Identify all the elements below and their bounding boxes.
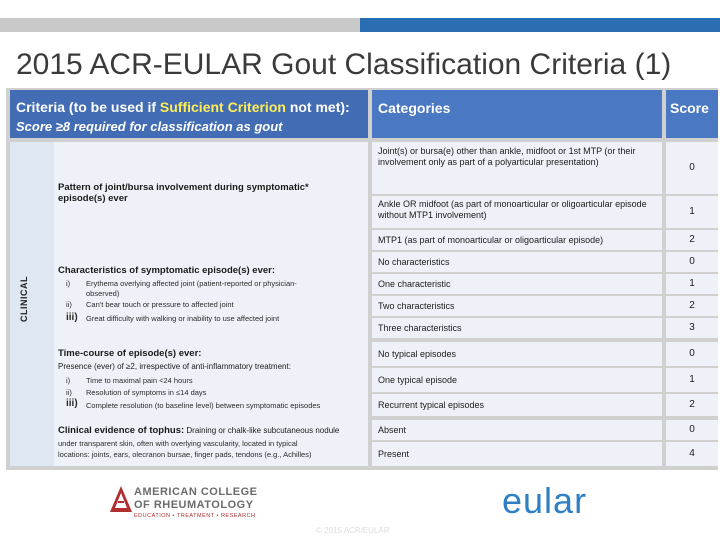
timecourse-sub: Presence (ever) of ≥2, irrespective of anti-inflammatory treatment: [58, 362, 291, 371]
char-num: i) [66, 279, 71, 288]
category-text: One typical episode [378, 375, 458, 385]
criterion-pattern: Pattern of joint/bursa involvement during symptomatic* episode(s) ever [58, 182, 309, 204]
tophus-line2: under transparent skin, often with overlying vascularity, located in typical [58, 439, 298, 448]
category-cell [372, 368, 662, 392]
criterion-characteristics: Characteristics of symptomatic episode(s) ever: [58, 265, 275, 276]
score-cell [666, 142, 718, 194]
time-item: Resolution of symptoms in ≤14 days [86, 388, 207, 397]
criterion-timecourse: Time-course of episode(s) ever: [58, 348, 202, 359]
category-text: Absent [378, 425, 407, 435]
category-cell [372, 394, 662, 416]
score-cell [666, 318, 718, 338]
top-bar-blue [360, 18, 720, 32]
score-cell [666, 196, 718, 228]
time-num: ii) [66, 388, 72, 397]
category-text: No typical episodes [378, 349, 457, 359]
category-cell [372, 142, 662, 194]
category-cell [372, 230, 662, 250]
score-cell [666, 296, 718, 316]
category-text: One characteristic [378, 279, 451, 289]
category-cell [372, 342, 662, 366]
category-cell [372, 318, 662, 338]
time-num: iii) [66, 398, 78, 409]
time-item: Complete resolution (to baseline level) between symptomatic episodes [86, 401, 321, 410]
char-num: ii) [66, 300, 72, 309]
acr-logo-icon [110, 486, 132, 512]
header-criteria-line2: Score ≥8 required for classification as gout [16, 119, 283, 134]
category-text: Joint(s) or bursa(e) other than ankle, midfoot or 1st MTP (or their involvement only as part of a polyarticular presentation) [378, 146, 636, 167]
score-cell [666, 342, 718, 366]
score-value: 4 [689, 448, 695, 459]
category-cell [372, 420, 662, 440]
score-cell [666, 420, 718, 440]
score-value: 1 [689, 206, 695, 217]
score-value: 1 [689, 374, 695, 385]
category-text: Two characteristics [378, 301, 455, 311]
category-cell [372, 442, 662, 466]
char-item: Great difficulty with walking or inability to use affected joint [86, 314, 280, 323]
category-cell [372, 274, 662, 294]
category-cell [372, 196, 662, 228]
copyright-text: © 2015 ACR/EULAR [316, 526, 390, 535]
tophus-line3: locations: joints, ears, olecranon bursae, finger pads, tendons (e.g., Achilles) [58, 450, 312, 459]
score-cell [666, 442, 718, 466]
header-criteria [10, 90, 368, 138]
category-text: Ankle OR midfoot (as part of monoarticular or oligoarticular episode without MTP1 involvement) [378, 199, 647, 220]
category-text: MTP1 (as part of monoarticular or oligoarticular episode) [378, 235, 604, 245]
clinical-label: CLINICAL [19, 276, 29, 322]
score-cell [666, 368, 718, 392]
time-num: i) [66, 376, 71, 385]
clinical-sidebar [10, 142, 54, 466]
category-text: Three characteristics [378, 323, 462, 333]
category-cell [372, 296, 662, 316]
slide-title: 2015 ACR-EULAR Gout Classification Criteria (1) [16, 48, 672, 81]
char-num: iii) [66, 312, 78, 323]
score-cell [666, 394, 718, 416]
score-value: 2 [689, 234, 695, 245]
criteria-table [10, 90, 718, 466]
top-bar-gray [0, 18, 360, 32]
category-text: Recurrent typical episodes [378, 400, 485, 410]
score-cell [666, 230, 718, 250]
score-value: 3 [689, 322, 695, 333]
acr-tagline: EDUCATION • TREATMENT • RESEARCH [134, 513, 256, 519]
score-value: 2 [689, 399, 695, 410]
score-cell [666, 252, 718, 272]
score-value: 0 [689, 424, 695, 435]
score-value: 0 [689, 256, 695, 267]
criterion-tophus: Clinical evidence of tophus: Draining or chalk-like subcutaneous nodule [58, 425, 340, 436]
score-value: 0 [689, 162, 695, 173]
char-item-cont: observed) [86, 289, 120, 298]
acr-name-line1: AMERICAN COLLEGE [134, 486, 258, 498]
score-value: 2 [689, 300, 695, 311]
char-item: Can't bear touch or pressure to affected joint [86, 300, 234, 309]
category-text: Present [378, 449, 410, 459]
score-value: 1 [689, 278, 695, 289]
header-score: Score [666, 90, 718, 138]
category-cell [372, 252, 662, 272]
score-cell [666, 274, 718, 294]
acr-name-line2: OF RHEUMATOLOGY [134, 499, 254, 511]
header-categories: Categories [372, 90, 662, 138]
eular-logo: eular [502, 480, 588, 521]
score-value: 0 [689, 348, 695, 359]
top-accent-bar [0, 0, 720, 40]
time-item: Time to maximal pain <24 hours [86, 376, 193, 385]
char-item: Erythema overlying affected joint (patient-reported or physician- [86, 279, 297, 288]
category-text: No characteristics [378, 257, 450, 267]
header-criteria-line1: Criteria (to be used if Sufficient Criterion not met): [16, 99, 350, 115]
